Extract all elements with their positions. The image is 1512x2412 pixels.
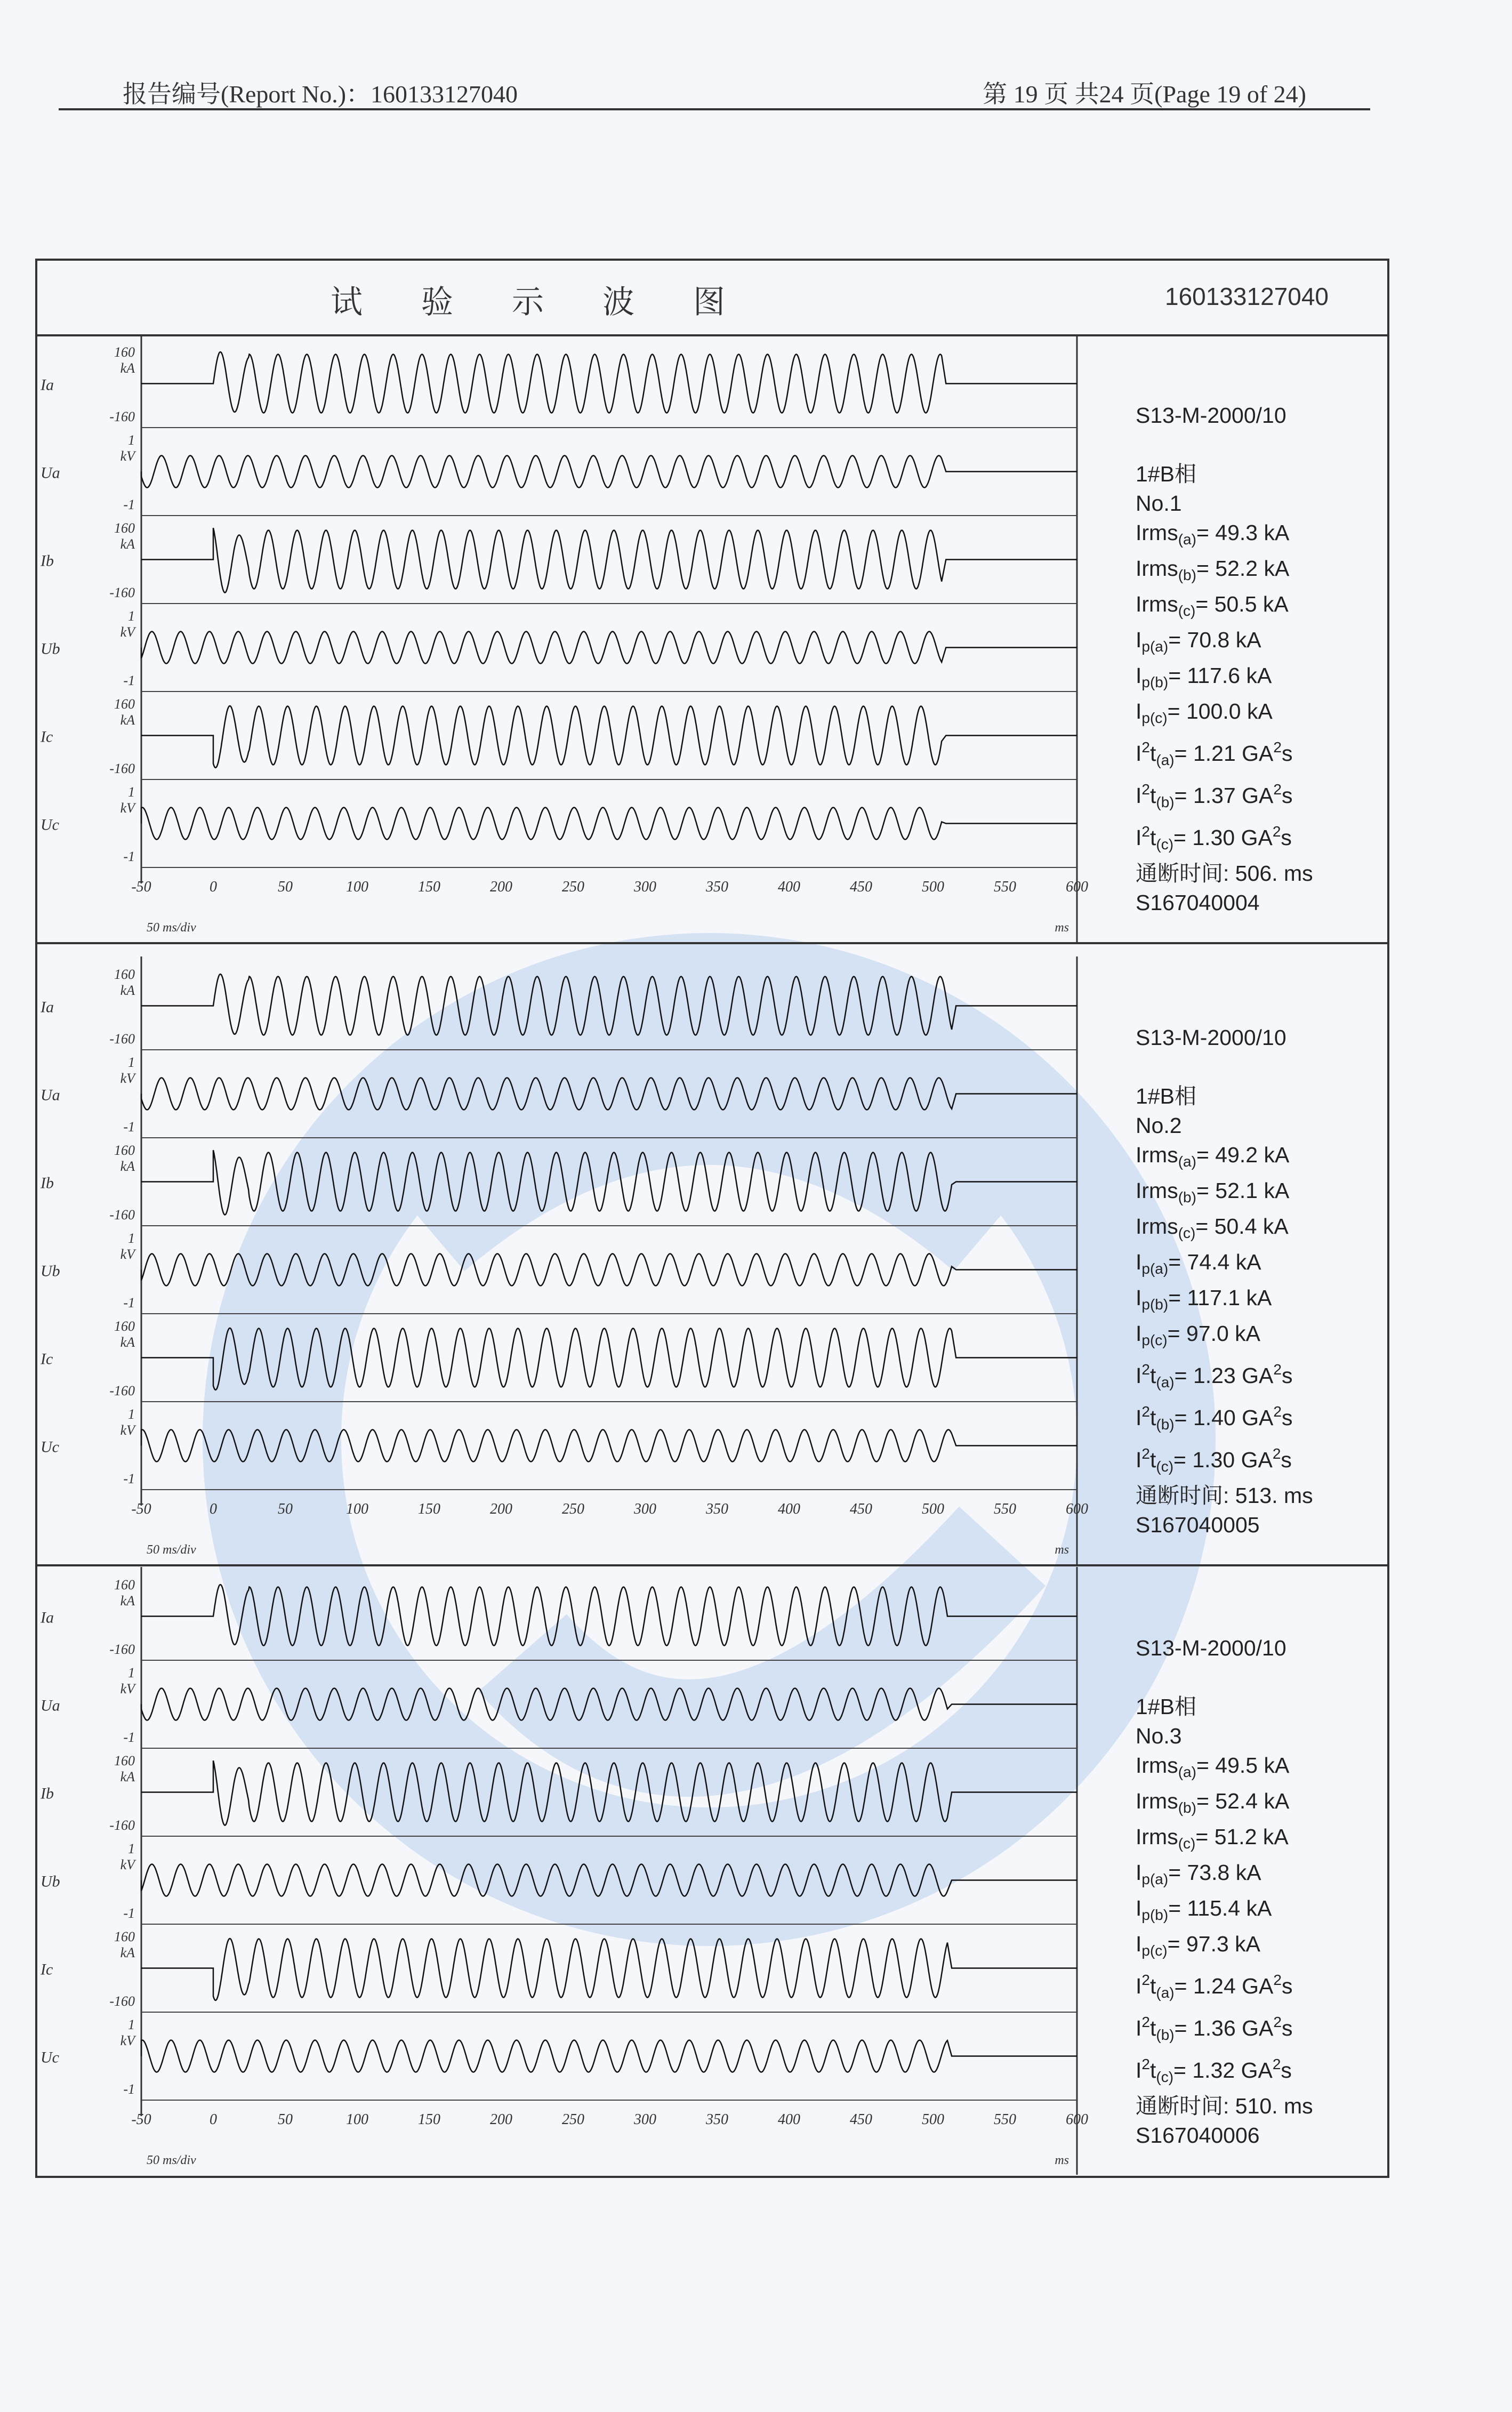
channel-max: 160 <box>114 520 135 536</box>
test-number: No.1 <box>1136 491 1182 516</box>
x-scale-label: 50 ms/div <box>147 921 196 935</box>
x-tick-label: 500 <box>922 2111 944 2128</box>
channel-unit: kV <box>120 1857 135 1872</box>
x-tick-label: 50 <box>278 2111 293 2128</box>
channel-unit: kV <box>120 1422 135 1438</box>
channel-unit: kA <box>120 1945 135 1960</box>
channel-unit: kV <box>120 1681 135 1697</box>
panel-separator <box>37 1564 1387 1566</box>
waveform-ic <box>141 1328 1077 1390</box>
irms-c: Irms$_{(c)}$= 50.4 kA <box>1136 1214 1289 1241</box>
x-scale-label: 50 ms/div <box>147 2153 196 2167</box>
x-tick-label: 450 <box>850 879 872 895</box>
channel-unit: kV <box>120 624 135 640</box>
x-unit-label: ms <box>1055 1543 1069 1557</box>
test-info-1 <box>1136 401 1313 918</box>
x-tick-label: 150 <box>418 2111 440 2128</box>
waveform-plot-1 <box>37 334 1125 942</box>
i2t-a: $I^2t_{(a)}= 1.21$ $GA^2s$ <box>1136 739 1293 768</box>
channel-max: 160 <box>114 1929 135 1944</box>
i2t-b: $I^2t_{(b)}= 1.37$ $GA^2s$ <box>1136 781 1293 810</box>
test-info-2 <box>1136 1023 1313 1540</box>
channel-min: -160 <box>109 585 135 600</box>
i2t-c: $I^2t_{(c)}= 1.30$ $GA^2s$ <box>1136 823 1292 853</box>
channel-min: -1 <box>123 1119 135 1135</box>
ip-b: $I_{p(b)}= 117.6$ kA <box>1136 663 1272 690</box>
channel-unit: kV <box>120 1071 135 1086</box>
waveform-ib <box>141 1760 1077 1825</box>
channel-min: -160 <box>109 1031 135 1047</box>
x-tick-label: 400 <box>778 879 800 895</box>
serial-number: S167040004 <box>1136 890 1260 915</box>
page-info: 第 19 页 共24 页(Page 19 of 24) <box>983 81 1306 108</box>
x-tick-label: -50 <box>131 2111 151 2128</box>
x-tick-label: 150 <box>418 879 440 895</box>
channel-name-ub: Ub <box>41 640 60 658</box>
x-tick-label: -50 <box>131 879 151 895</box>
waveform-ia <box>141 1585 1077 1645</box>
test-panel-3 <box>37 1567 1387 2175</box>
irms-a: Irms$_{(a)}$= 49.3 kA <box>1136 520 1290 548</box>
x-tick-label: 350 <box>706 2111 728 2128</box>
waveform-ia <box>141 352 1077 413</box>
x-tick-label: 450 <box>850 1501 872 1517</box>
i2t-c: $I^2t_{(c)}= 1.32$ $GA^2s$ <box>1136 2056 1292 2085</box>
channel-name-ic: Ic <box>41 1960 53 1979</box>
irms-a: Irms$_{(a)}$= 49.5 kA <box>1136 1753 1290 1780</box>
x-tick-label: 300 <box>634 1501 656 1517</box>
channel-unit: kV <box>120 448 135 464</box>
x-tick-label: 250 <box>562 1501 584 1517</box>
oscillogram-frame <box>35 259 1389 2178</box>
channel-min: -160 <box>109 761 135 776</box>
break-time: 通断时间: 506. ms <box>1136 861 1313 886</box>
channel-min: -1 <box>123 2081 135 2097</box>
channel-max: 160 <box>114 1318 135 1334</box>
channel-max: 1 <box>128 432 135 448</box>
x-tick-label: 250 <box>562 879 584 895</box>
x-scale-label: 50 ms/div <box>147 1543 196 1557</box>
i2t-b: $I^2t_{(b)}= 1.36$ $GA^2s$ <box>1136 2014 1293 2043</box>
x-tick-label: 600 <box>1066 1501 1088 1517</box>
channel-max: 1 <box>128 784 135 800</box>
test-number: No.3 <box>1136 1724 1182 1748</box>
channel-max: 1 <box>128 1841 135 1856</box>
x-tick-label: 300 <box>634 879 656 895</box>
channel-min: -1 <box>123 1730 135 1745</box>
title-report-id: 160133127040 <box>1165 283 1329 310</box>
ip-a: $I_{p(a)}= 73.8$ kA <box>1136 1860 1261 1887</box>
oscillogram-title: 试验示波图 <box>331 284 784 321</box>
phase-label: 1#B相 <box>1136 1084 1196 1108</box>
test-info-3 <box>1136 1634 1313 2150</box>
test-panel-1 <box>37 334 1387 942</box>
x-unit-label: ms <box>1055 921 1069 935</box>
ip-c: $I_{p(c)}= 100.0$ kA <box>1136 699 1273 726</box>
channel-name-uc: Uc <box>41 816 59 834</box>
x-tick-label: 550 <box>994 1501 1016 1517</box>
channel-max: 1 <box>128 1665 135 1681</box>
waveform-ua <box>141 1078 1077 1110</box>
waveform-plot-2 <box>37 956 1125 1564</box>
channel-unit: kV <box>120 2033 135 2048</box>
irms-b: Irms$_{(b)}$= 52.1 kA <box>1136 1178 1290 1205</box>
report-number: 报告编号(Report No.)：160133127040 <box>123 81 518 108</box>
irms-b: Irms$_{(b)}$= 52.2 kA <box>1136 556 1290 583</box>
channel-unit: kA <box>120 536 135 552</box>
x-tick-label: 550 <box>994 879 1016 895</box>
channel-name-ua: Ua <box>41 1697 60 1715</box>
channel-min: -160 <box>109 409 135 424</box>
x-tick-label: 450 <box>850 2111 872 2128</box>
phase-label: 1#B相 <box>1136 1694 1196 1719</box>
x-tick-label: 150 <box>418 1501 440 1517</box>
waveform-uc <box>141 808 1077 840</box>
x-tick-label: 400 <box>778 1501 800 1517</box>
x-tick-label: 500 <box>922 1501 944 1517</box>
channel-name-uc: Uc <box>41 2048 59 2067</box>
channel-max: 160 <box>114 1753 135 1768</box>
irms-c: Irms$_{(c)}$= 50.5 kA <box>1136 592 1289 619</box>
waveform-ic <box>141 1939 1077 2000</box>
channel-min: -1 <box>123 1906 135 1921</box>
x-tick-label: 200 <box>490 1501 512 1517</box>
waveform-ia <box>141 974 1077 1035</box>
ip-b: $I_{p(b)}= 117.1$ kA <box>1136 1285 1272 1313</box>
header-rule <box>59 108 1370 110</box>
irms-a: Irms$_{(a)}$= 49.2 kA <box>1136 1143 1290 1170</box>
x-unit-label: ms <box>1055 2153 1069 2167</box>
waveform-ic <box>141 706 1077 768</box>
waveform-ub <box>141 632 1077 664</box>
channel-max: 160 <box>114 696 135 712</box>
irms-c: Irms$_{(c)}$= 51.2 kA <box>1136 1824 1289 1852</box>
waveform-uc <box>141 2040 1077 2072</box>
irms-b: Irms$_{(b)}$= 52.4 kA <box>1136 1789 1290 1816</box>
channel-max: 1 <box>128 1055 135 1070</box>
channel-min: -1 <box>123 673 135 688</box>
waveform-ub <box>141 1254 1077 1286</box>
x-tick-label: 100 <box>346 1501 368 1517</box>
ip-a: $I_{p(a)}= 74.4$ kA <box>1136 1250 1261 1277</box>
page-header <box>59 69 1370 112</box>
model-label: S13-M-2000/10 <box>1136 1636 1286 1660</box>
x-tick-label: 400 <box>778 2111 800 2128</box>
x-tick-label: 350 <box>706 879 728 895</box>
channel-name-ia: Ia <box>41 1609 54 1627</box>
channel-max: 160 <box>114 967 135 982</box>
channel-max: 160 <box>114 344 135 360</box>
channel-max: 1 <box>128 608 135 624</box>
serial-number: S167040006 <box>1136 2123 1260 2148</box>
channel-max: 1 <box>128 1231 135 1246</box>
channel-name-ua: Ua <box>41 464 60 482</box>
channel-min: -1 <box>123 497 135 512</box>
serial-number: S167040005 <box>1136 1513 1260 1537</box>
channel-unit: kA <box>120 360 135 376</box>
channel-min: -160 <box>109 1207 135 1223</box>
x-tick-label: 200 <box>490 879 512 895</box>
channel-name-ia: Ia <box>41 376 54 394</box>
channel-name-ia: Ia <box>41 998 54 1016</box>
x-tick-label: 300 <box>634 2111 656 2128</box>
phase-label: 1#B相 <box>1136 462 1196 486</box>
i2t-b: $I^2t_{(b)}= 1.40$ $GA^2s$ <box>1136 1403 1293 1433</box>
ip-c: $I_{p(c)}= 97.0$ kA <box>1136 1321 1261 1348</box>
channel-min: -1 <box>123 849 135 864</box>
model-label: S13-M-2000/10 <box>1136 1025 1286 1050</box>
x-tick-label: 550 <box>994 2111 1016 2128</box>
channel-max: 1 <box>128 2017 135 2032</box>
waveform-plot-3 <box>37 1567 1125 2175</box>
waveform-ub <box>141 1864 1077 1896</box>
channel-min: -160 <box>109 1818 135 1833</box>
test-panel-2 <box>37 956 1387 1564</box>
break-time: 通断时间: 510. ms <box>1136 2094 1313 2118</box>
x-tick-label: 600 <box>1066 2111 1088 2128</box>
channel-unit: kV <box>120 800 135 816</box>
channel-unit: kA <box>120 712 135 728</box>
ip-c: $I_{p(c)}= 97.3$ kA <box>1136 1932 1261 1959</box>
channel-max: 1 <box>128 1406 135 1422</box>
channel-min: -160 <box>109 1642 135 1657</box>
channel-name-uc: Uc <box>41 1438 59 1456</box>
waveform-ua <box>141 456 1077 488</box>
channel-unit: kV <box>120 1247 135 1262</box>
waveform-uc <box>141 1430 1077 1462</box>
x-tick-label: 100 <box>346 2111 368 2128</box>
channel-name-ic: Ic <box>41 1350 53 1368</box>
channel-unit: kA <box>120 1159 135 1174</box>
x-tick-label: 350 <box>706 1501 728 1517</box>
break-time: 通断时间: 513. ms <box>1136 1483 1313 1508</box>
channel-unit: kA <box>120 1593 135 1609</box>
x-tick-label: 0 <box>210 879 217 895</box>
channel-name-ub: Ub <box>41 1262 60 1280</box>
channel-min: -160 <box>109 1383 135 1398</box>
channel-name-ic: Ic <box>41 728 53 746</box>
channel-unit: kA <box>120 1334 135 1350</box>
waveform-ib <box>141 1150 1077 1215</box>
channel-max: 160 <box>114 1577 135 1593</box>
channel-unit: kA <box>120 983 135 998</box>
x-tick-label: 250 <box>562 2111 584 2128</box>
channel-name-ua: Ua <box>41 1086 60 1104</box>
x-tick-label: 0 <box>210 2111 217 2128</box>
channel-name-ib: Ib <box>41 1784 54 1803</box>
model-label: S13-M-2000/10 <box>1136 403 1286 428</box>
i2t-c: $I^2t_{(c)}= 1.30$ $GA^2s$ <box>1136 1445 1292 1475</box>
ip-b: $I_{p(b)}= 115.4$ kA <box>1136 1896 1272 1923</box>
x-tick-label: -50 <box>131 1501 151 1517</box>
i2t-a: $I^2t_{(a)}= 1.23$ $GA^2s$ <box>1136 1361 1293 1390</box>
channel-unit: kA <box>120 1769 135 1784</box>
channel-min: -1 <box>123 1295 135 1310</box>
x-tick-label: 50 <box>278 1501 293 1517</box>
x-tick-label: 0 <box>210 1501 217 1517</box>
x-tick-label: 50 <box>278 879 293 895</box>
waveform-ua <box>141 1689 1077 1720</box>
x-tick-label: 600 <box>1066 879 1088 895</box>
channel-name-ub: Ub <box>41 1872 60 1891</box>
x-tick-label: 500 <box>922 879 944 895</box>
channel-max: 160 <box>114 1143 135 1158</box>
channel-name-ib: Ib <box>41 552 54 570</box>
x-tick-label: 100 <box>346 879 368 895</box>
test-number: No.2 <box>1136 1113 1182 1138</box>
waveform-ib <box>141 528 1077 592</box>
channel-min: -160 <box>109 1993 135 2009</box>
title-row <box>37 261 1387 336</box>
i2t-a: $I^2t_{(a)}= 1.24$ $GA^2s$ <box>1136 1972 1293 2001</box>
panel-separator <box>37 942 1387 944</box>
ip-a: $I_{p(a)}= 70.8$ kA <box>1136 628 1261 655</box>
channel-min: -1 <box>123 1471 135 1486</box>
channel-name-ib: Ib <box>41 1174 54 1192</box>
x-tick-label: 200 <box>490 2111 512 2128</box>
